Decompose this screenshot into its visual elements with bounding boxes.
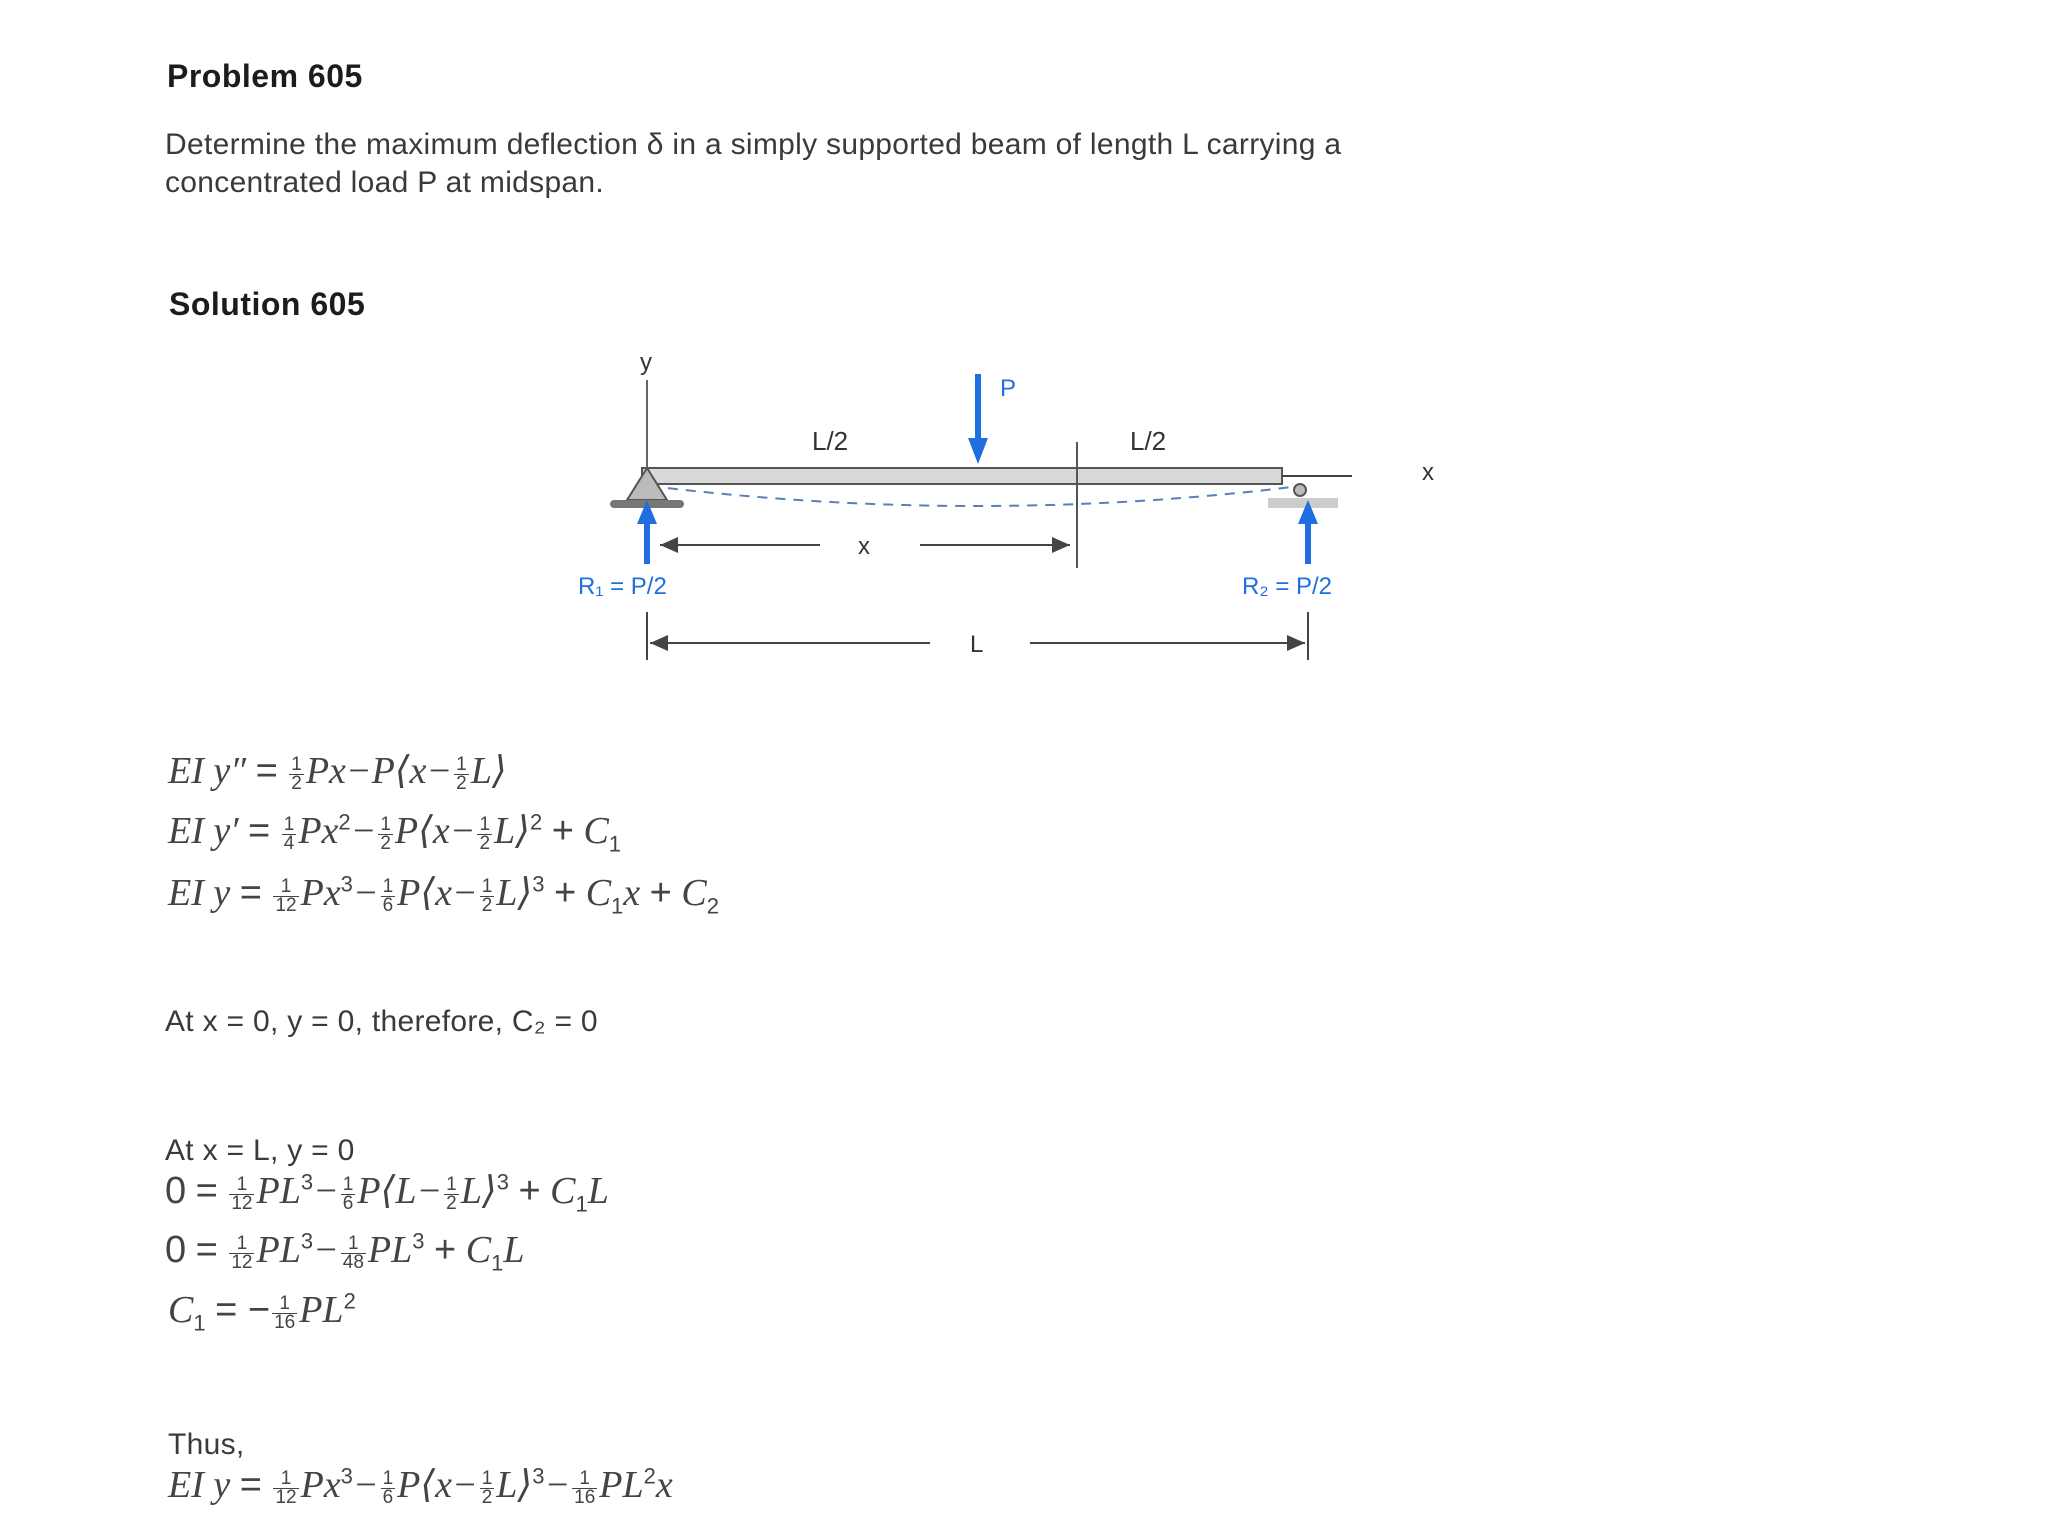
fraction-numerator: 1 — [283, 813, 295, 835]
load-label: P — [1000, 375, 1017, 402]
term: PL — [367, 1229, 413, 1271]
fraction-denominator: 6 — [382, 1486, 394, 1508]
exponent: 3 — [532, 871, 545, 897]
eq-sign: = — [255, 750, 278, 792]
eq-lhs: EI y″ — [168, 750, 247, 792]
deflection-curve — [650, 486, 1300, 506]
fraction — [229, 1232, 254, 1273]
eq-sign: = — [195, 1229, 218, 1271]
fraction-denominator: 2 — [446, 1192, 457, 1214]
fraction-numerator: 1 — [273, 878, 298, 897]
fraction-numerator: 1 — [572, 1470, 597, 1489]
subscript: 1 — [491, 1250, 504, 1276]
exponent: 3 — [300, 1169, 314, 1195]
fraction-denominator: 2 — [291, 772, 302, 794]
fraction-denominator: 16 — [574, 1486, 596, 1508]
operator: − — [352, 1464, 379, 1506]
term: PL — [299, 1289, 344, 1331]
fraction — [289, 753, 304, 794]
fraction — [273, 875, 298, 916]
fraction-numerator: 1 — [291, 753, 302, 775]
term: L⟩ — [460, 1170, 497, 1212]
fraction — [477, 813, 492, 854]
exponent: 3 — [496, 1169, 509, 1195]
fraction — [480, 1467, 495, 1508]
fraction-denominator: 6 — [342, 1192, 354, 1214]
term: x — [623, 872, 641, 914]
left-half-label: L/2 — [812, 426, 849, 456]
operator: − — [544, 1464, 571, 1506]
fraction-denominator: 48 — [342, 1251, 364, 1273]
fraction-numerator: 1 — [273, 1470, 298, 1489]
fraction-numerator: 1 — [446, 1173, 457, 1195]
final-deflection-equation — [168, 1462, 673, 1507]
eq-sign: = — [239, 1464, 262, 1506]
fraction-numerator: 1 — [481, 875, 493, 897]
term: Px — [305, 750, 346, 792]
fraction-numerator: 1 — [229, 1235, 254, 1254]
operator: + — [434, 1229, 457, 1271]
term: Px — [300, 872, 341, 914]
fraction — [378, 813, 393, 854]
problem-statement-line-1: Determine the maximum deflection δ in a simply supported beam of length L carrying a — [165, 128, 1342, 161]
problem-statement-line-2: concentrated load P at midspan. — [165, 166, 605, 199]
right-half-label: L/2 — [1130, 426, 1167, 456]
operator: − — [313, 1229, 339, 1271]
roller-support-base — [1268, 498, 1338, 508]
beam-diagram — [560, 340, 1460, 680]
boundary-condition-2-heading: At x = L, y = 0 — [165, 1134, 355, 1167]
constant: C — [168, 1289, 194, 1331]
fraction-denominator: 2 — [479, 832, 491, 854]
exponent: 3 — [532, 1463, 545, 1489]
subscript: 1 — [611, 893, 624, 919]
exponent: 3 — [340, 871, 353, 897]
exponent: 2 — [338, 809, 351, 835]
fraction — [381, 1467, 396, 1508]
fraction-numerator: 1 — [229, 1176, 254, 1195]
subscript: 1 — [193, 1310, 206, 1336]
fraction-numerator: 1 — [479, 813, 491, 835]
subscript: 1 — [608, 831, 622, 857]
eq-lhs: EI y — [168, 1464, 231, 1506]
fraction — [341, 1173, 356, 1214]
fraction-numerator: 1 — [341, 1235, 366, 1254]
term: L⟩ — [494, 810, 530, 852]
fraction — [572, 1467, 597, 1508]
fraction — [454, 753, 469, 794]
fraction-numerator: 1 — [342, 1173, 354, 1195]
exponent: 3 — [340, 1463, 353, 1489]
fraction-denominator: 12 — [231, 1192, 253, 1214]
fraction — [273, 1467, 298, 1508]
exponent: 3 — [412, 1228, 425, 1254]
fraction-numerator: 1 — [456, 753, 467, 775]
term: L — [503, 1229, 525, 1271]
exponent: 2 — [643, 1463, 656, 1489]
roller-support — [1294, 484, 1306, 496]
problem-title: Problem 605 — [167, 58, 363, 94]
eq-lhs: EI y′ — [168, 810, 239, 852]
operator: + — [649, 872, 672, 914]
term: P⟨x− — [397, 872, 478, 914]
eq-sign: = — [195, 1170, 218, 1212]
term: PL — [256, 1170, 301, 1212]
fraction-denominator: 2 — [456, 772, 467, 794]
eq-sign: = — [248, 810, 271, 852]
constant: C — [681, 872, 707, 914]
fraction — [229, 1173, 254, 1214]
fraction-denominator: 6 — [382, 894, 394, 916]
fraction-denominator: 12 — [231, 1251, 253, 1273]
term: x — [655, 1464, 673, 1506]
eq-sign: = — [239, 872, 262, 914]
r2-label: R₂ = P/2 — [1242, 573, 1333, 600]
subscript: 1 — [575, 1191, 588, 1217]
term: L — [587, 1170, 609, 1212]
r1-label: R₁ = P/2 — [578, 573, 667, 600]
fraction-numerator: 1 — [382, 875, 394, 897]
fraction-denominator: 2 — [481, 1486, 493, 1508]
term: Px — [300, 1464, 341, 1506]
equation-slope — [168, 808, 621, 858]
fraction-numerator: 1 — [481, 1467, 493, 1489]
term: P⟨x− — [394, 810, 476, 852]
operator: − — [350, 810, 377, 852]
x-dim-label: x — [858, 533, 870, 560]
term: P⟨x− — [397, 1464, 478, 1506]
eq-lhs: 0 — [165, 1229, 187, 1271]
fraction-numerator: 1 — [272, 1295, 297, 1314]
operator: − — [345, 750, 372, 792]
l-dim-label: L — [970, 631, 984, 658]
constant: C — [585, 872, 612, 914]
fraction — [272, 1292, 297, 1333]
fraction-denominator: 4 — [283, 832, 295, 854]
boundary-condition-1: At x = 0, y = 0, therefore, C₂ = 0 — [165, 1005, 598, 1038]
exponent: 2 — [343, 1288, 356, 1314]
operator: + — [518, 1170, 541, 1212]
fraction-denominator: 12 — [275, 1486, 297, 1508]
equation-deflection — [168, 870, 719, 920]
subscript: 2 — [706, 893, 719, 919]
constant: C — [465, 1229, 492, 1271]
fraction-numerator: 1 — [382, 1467, 394, 1489]
thus-label: Thus, — [168, 1428, 245, 1461]
term: L⟩ — [470, 750, 507, 792]
eq-sign: = − — [215, 1289, 271, 1331]
fraction — [341, 1232, 366, 1273]
term: PL — [599, 1464, 644, 1506]
constant: C — [550, 1170, 576, 1212]
operator: + — [551, 810, 574, 852]
eq-lhs: EI y — [168, 872, 231, 914]
operator: − — [352, 872, 379, 914]
eq-lhs: 0 — [165, 1170, 187, 1212]
operator: − — [313, 1170, 339, 1212]
fraction-numerator: 1 — [380, 813, 391, 835]
beam — [642, 468, 1282, 484]
term: L⟩ — [496, 1464, 533, 1506]
exponent: 2 — [529, 809, 543, 835]
fraction-denominator: 2 — [481, 894, 493, 916]
constant: C — [583, 810, 609, 852]
fraction-denominator: 2 — [380, 832, 391, 854]
fraction-denominator: 16 — [274, 1311, 296, 1333]
solution-title: Solution 605 — [169, 286, 366, 322]
term: P⟨x− — [371, 750, 453, 792]
fraction — [381, 875, 396, 916]
x-axis-label: x — [1422, 459, 1434, 486]
boundary-equation-1 — [165, 1168, 609, 1218]
term: P⟨L− — [357, 1170, 443, 1212]
term: PL — [256, 1229, 301, 1271]
fraction — [444, 1173, 459, 1214]
load-arrow-head — [968, 438, 988, 464]
equation-moment — [168, 748, 507, 793]
fraction-denominator: 12 — [275, 894, 297, 916]
fraction — [282, 813, 297, 854]
exponent: 3 — [300, 1228, 314, 1254]
term: L⟩ — [496, 872, 533, 914]
boundary-equation-2 — [165, 1228, 524, 1277]
problem-statement — [165, 126, 1965, 202]
y-axis-label: y — [640, 349, 652, 376]
term: Px — [298, 810, 339, 852]
constant-c1-result — [168, 1288, 356, 1337]
operator: + — [553, 872, 577, 914]
fraction — [480, 875, 495, 916]
